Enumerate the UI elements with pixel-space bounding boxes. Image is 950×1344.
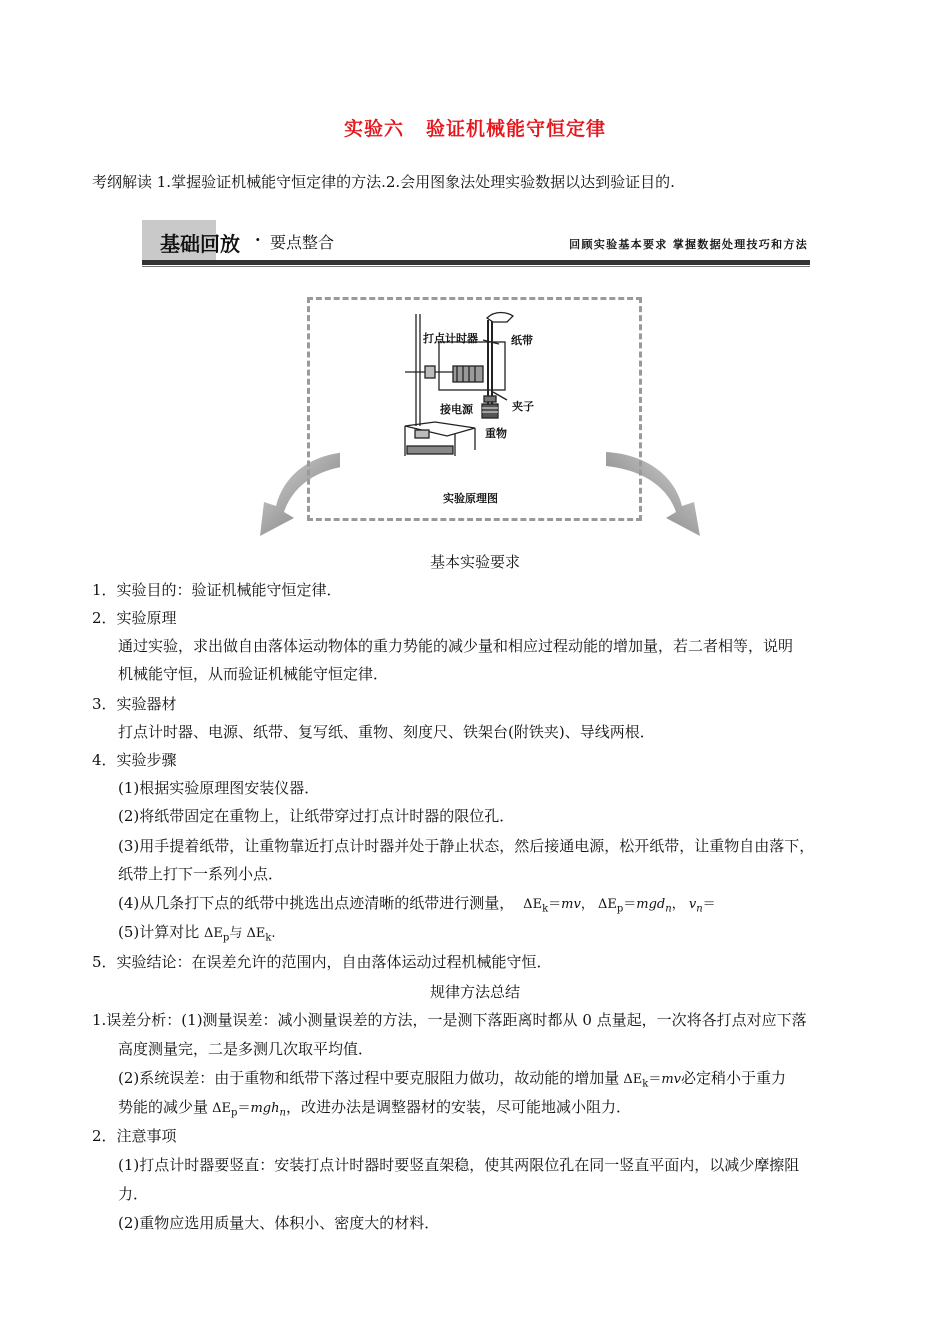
rule-1-c-text: (2)系统误差：由于重物和纸带下落过程中要克服阻力做功，故动能的增加量 xyxy=(118,1069,620,1087)
section2-heading: 规律方法总结 xyxy=(429,983,520,1001)
label-timer: 打点计时器 xyxy=(423,332,478,345)
item-2-text-b: 机械能守恒，从而验证机械能守恒定律． xyxy=(118,665,389,683)
item-2-text-a: 通过实验，求出做自由落体运动物体的重力势能的减少量和相应过程动能的增加量，若二者相等，说明 xyxy=(118,637,794,655)
item-5: 5．实验结论：在误差允许的范围内，自由落体运动过程机械能守恒． xyxy=(92,953,552,971)
banner-right: 回顾实验基本要求 掌握数据处理技巧和方法 xyxy=(569,238,808,251)
label-tape: 纸带 xyxy=(511,334,533,347)
rule-2-b: 力． xyxy=(118,1185,149,1203)
step-5-text: (5)计算对比 xyxy=(118,923,200,941)
rule-1-d-formula: $\Delta E_p=mgh_n$ xyxy=(208,1101,286,1119)
banner-underline xyxy=(142,266,810,267)
rule-2-c: (2)重物应选用质量大、体积小、密度大的材料． xyxy=(118,1214,440,1232)
section1-heading: 基本实验要求 xyxy=(429,553,520,571)
step-5-formula: $\Delta E_p$与 $\Delta E_k$. xyxy=(204,926,276,944)
rule-1-d xyxy=(118,1097,631,1124)
step-5 xyxy=(118,922,276,949)
item-2: 2．实验原理 xyxy=(92,609,177,627)
banner-main: 基础回放 xyxy=(160,232,240,256)
banner-sub: 要点整合 xyxy=(270,233,335,252)
banner-bar xyxy=(142,260,810,265)
rule-1-b: 高度测量完，二是多测几次取平均值． xyxy=(118,1040,374,1058)
step-4 xyxy=(118,893,716,920)
step-3-a: (3)用手提着纸带，让重物靠近打点计时器并处于静止状态，然后接通电源，松开纸带，让重物自由落下， xyxy=(118,837,815,855)
rule-2-a: (1)打点计时器要竖直：安装打点计时器时要竖直架稳，使其两限位孔在同一竖直平面内，以减少摩擦阻 xyxy=(118,1156,800,1174)
label-power: 接电源 xyxy=(440,403,473,416)
rule-2: 2．注意事项 xyxy=(92,1127,177,1145)
step-3-b: 纸带上打下一系列小点． xyxy=(118,865,284,883)
page-title xyxy=(0,114,950,141)
item-4: 4．实验步骤 xyxy=(92,751,177,769)
rule-1-c-formula: $\Delta E_k=mv$ xyxy=(619,1072,682,1090)
syllabus-text: 考纲解读 1.掌握验证机械能守恒定律的方法.2.会用图象法处理实验数据以达到验证目的. xyxy=(92,173,675,191)
rule-1-c xyxy=(118,1068,786,1095)
step-4-text: (4)从几条打下点的纸带中挑选出点迹清晰的纸带进行测量， xyxy=(118,894,515,912)
item-3-text: 打点计时器、电源、纸带、复写纸、重物、刻度尺、铁架台(附铁夹)、导线两根． xyxy=(118,723,655,741)
item-3: 3．实验器材 xyxy=(92,695,177,713)
section-banner xyxy=(142,220,810,266)
label-clip: 夹子 xyxy=(512,400,534,413)
rule-1-d-end: ，改进办法是调整器材的安装，尽可能地减小阻力． xyxy=(285,1098,631,1116)
rule-1-d-text: 势能的减少量 xyxy=(118,1098,209,1116)
step-1: (1)根据实验原理图安装仪器． xyxy=(118,779,320,797)
item-1: 1．实验目的：验证机械能守恒定律． xyxy=(92,581,342,599)
step-4-formula: $\Delta E_k=mv$， $\Delta E_p=mgd_n$， $v_n=$ xyxy=(519,897,716,915)
rule-1-a: 1.误差分析：(1)测量误差：减小测量误差的方法，一是测下落距离时都从 0 点量起，一次将各打点对应下落 xyxy=(92,1011,807,1029)
title-part1: 实验六 xyxy=(343,118,404,140)
banner-dot: · xyxy=(255,230,261,249)
label-caption: 实验原理图 xyxy=(443,492,498,505)
rule-1-c-end: 必定稍小于重力 xyxy=(681,1069,787,1087)
step-2: (2)将纸带固定在重物上，让纸带穿过打点计时器的限位孔． xyxy=(118,807,515,825)
title-part2: 验证机械能守恒定律 xyxy=(426,118,607,140)
label-weight: 重物 xyxy=(485,427,507,440)
